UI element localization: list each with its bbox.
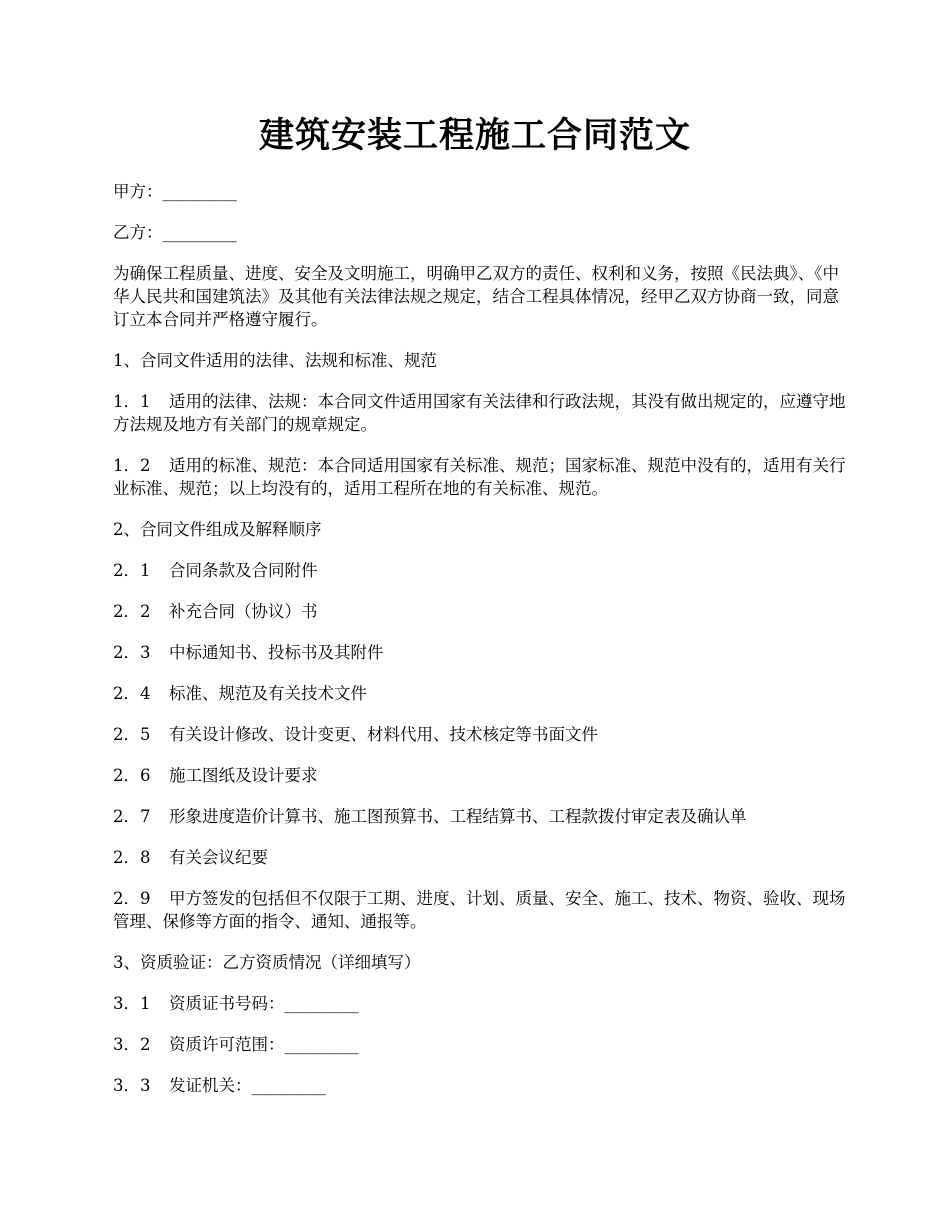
clause-text: 补充合同（协议）书 — [169, 602, 318, 621]
intro-paragraph: 为确保工程质量、进度、安全及文明施工，明确甲乙双方的责任、权利和义务，按照《民法典》、《中华人民共和国建筑法》及其他有关法律法规之规定，结合工程具体情况，经甲乙双方协商一致，同意订立本合同并严格遵守履行。 — [113, 264, 839, 329]
clause-number: 2．3 — [113, 643, 151, 662]
clause-2-8 — [113, 846, 853, 869]
clause-1-2 — [113, 454, 853, 500]
clause-3-2 — [113, 1033, 853, 1056]
clause-2-4 — [113, 682, 853, 705]
clause-text: 形象进度造价计算书、施工图预算书、工程结算书、工程款拨付审定表及确认单 — [169, 807, 747, 826]
clause-number: 2．5 — [113, 725, 151, 744]
clause-text: 有关会议纪要 — [169, 848, 268, 867]
clause-2-7 — [113, 805, 853, 828]
clause-number: 2．4 — [113, 684, 151, 703]
clause-number: 3．3 — [113, 1076, 151, 1095]
clause-text: 资质许可范围：_________ — [169, 1035, 359, 1054]
clause-text: 发证机关：_________ — [169, 1076, 326, 1095]
clause-number: 2．9 — [113, 889, 151, 908]
clause-number: 2．1 — [113, 561, 151, 580]
clause-number: 3．2 — [113, 1035, 151, 1054]
clause-3-3 — [113, 1074, 853, 1097]
section-text: 1、合同文件适用的法律、法规和标准、规范 — [113, 351, 437, 370]
document-body — [113, 180, 853, 1115]
section-text: 3、资质验证：乙方资质情况（详细填写） — [113, 953, 421, 972]
clause-text: 有关设计修改、设计变更、材料代用、技术核定等书面文件 — [169, 725, 598, 744]
clause-3-1 — [113, 992, 853, 1015]
clause-text: 中标通知书、投标书及其附件 — [169, 643, 384, 662]
party-b-line: 乙方：_________ — [113, 223, 237, 242]
clause-2-9 — [113, 887, 853, 933]
document-title: 建筑安装工程施工合同范文 — [258, 115, 691, 156]
clause-text: 施工图纸及设计要求 — [169, 766, 318, 785]
section-text: 2、合同文件组成及解释顺序 — [113, 520, 322, 539]
clause-number: 2．2 — [113, 602, 151, 621]
clause-2-1 — [113, 559, 853, 582]
clause-text: 资质证书号码：_________ — [169, 994, 359, 1013]
clause-number: 2．7 — [113, 807, 151, 826]
section-heading-3 — [113, 951, 853, 974]
clause-2-5 — [113, 723, 853, 746]
clause-text: 合同条款及合同附件 — [169, 561, 318, 580]
clause-number: 3．1 — [113, 994, 151, 1013]
clause-text: 适用的标准、规范：本合同适用国家有关标准、规范；国家标准、规范中没有的，适用有关行业标准、规范；以上均没有的，适用工程所在地的有关标准、规范。 — [113, 456, 846, 498]
section-heading-2 — [113, 518, 853, 541]
party-a-line: 甲方：_________ — [113, 182, 237, 201]
clause-1-1 — [113, 390, 853, 436]
clause-2-3 — [113, 641, 853, 664]
clause-text: 甲方签发的包括但不仅限于工期、进度、计划、质量、安全、施工、技术、物资、验收、现场管理、保修等方面的指令、通知、通报等。 — [113, 889, 846, 931]
clause-number: 2．6 — [113, 766, 151, 785]
clause-number: 2．8 — [113, 848, 151, 867]
clause-text: 标准、规范及有关技术文件 — [169, 684, 367, 703]
clause-2-6 — [113, 764, 853, 787]
clause-2-2 — [113, 600, 853, 623]
clause-text: 适用的法律、法规：本合同文件适用国家有关法律和行政法规，其没有做出规定的，应遵守地方法规及地方有关部门的规章规定。 — [113, 392, 846, 434]
clause-number: 1．2 — [113, 456, 151, 475]
section-heading-1 — [113, 349, 853, 372]
clause-number: 1．1 — [113, 392, 151, 411]
